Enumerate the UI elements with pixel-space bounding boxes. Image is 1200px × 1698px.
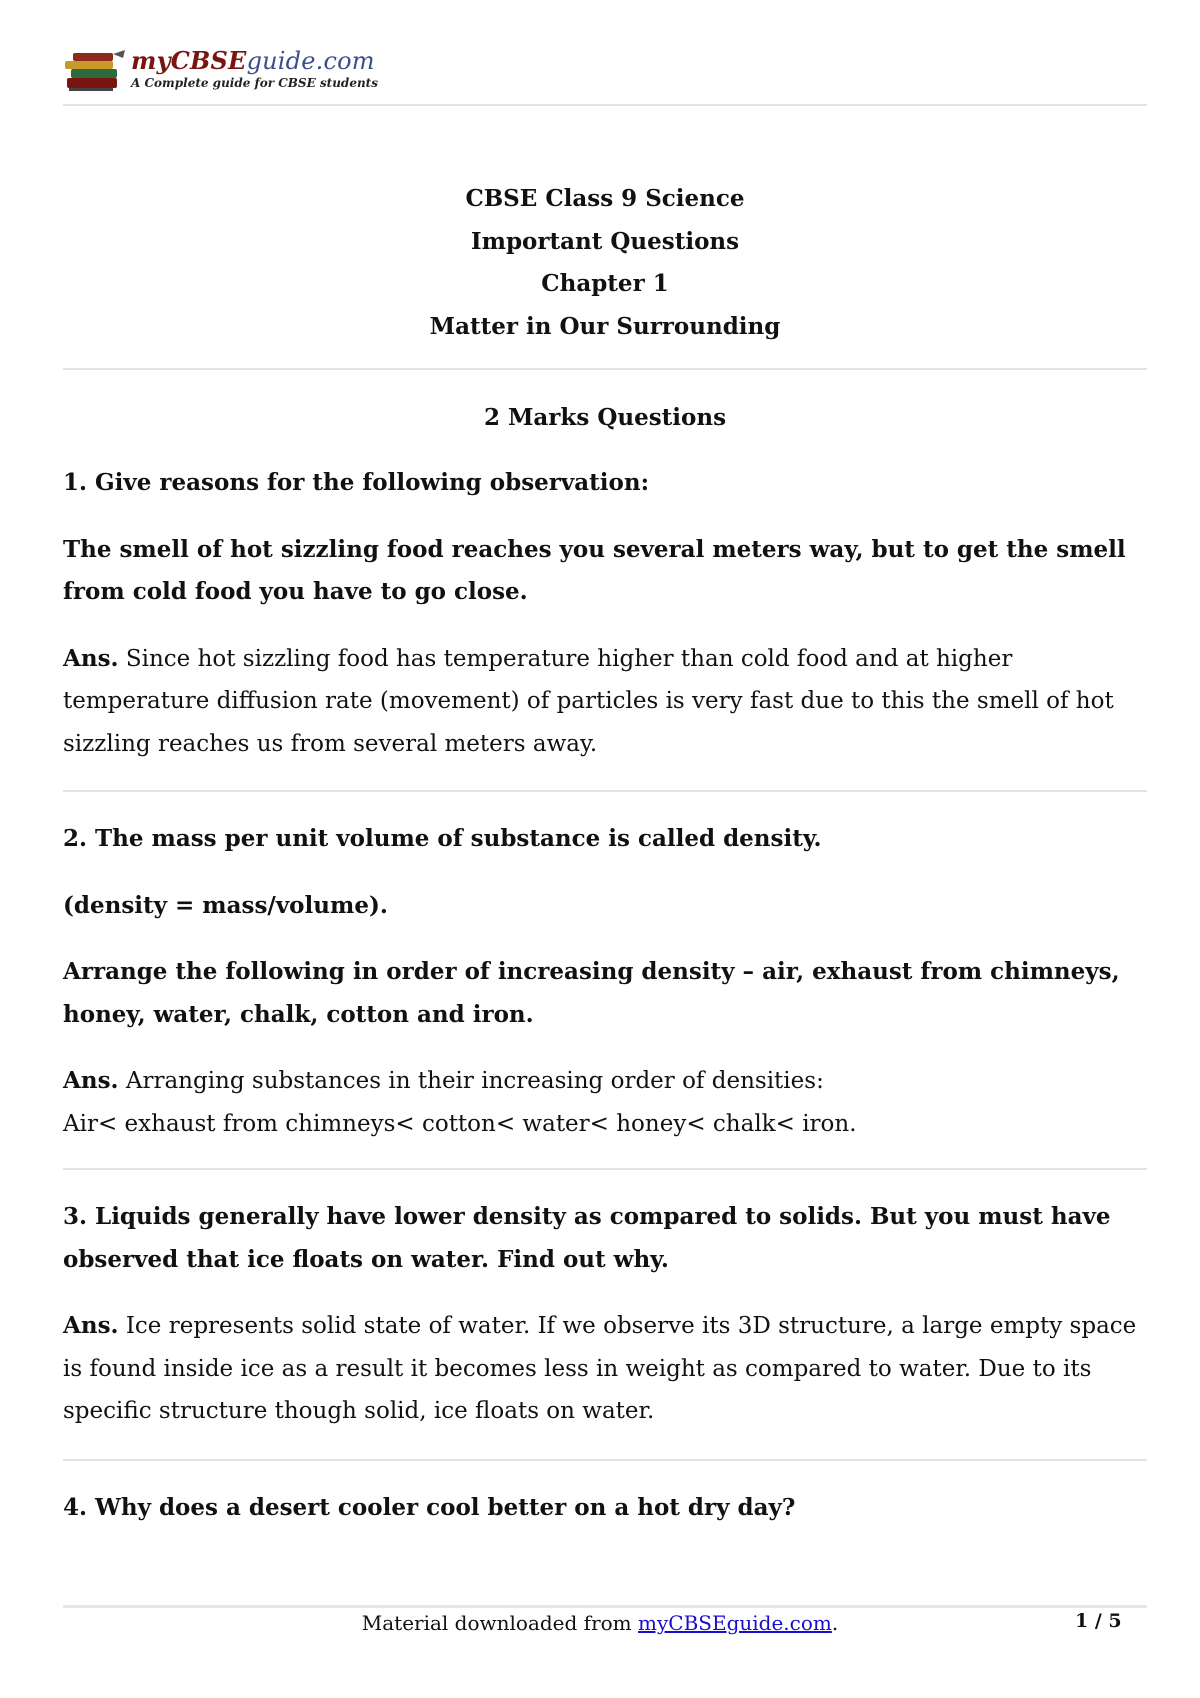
footer-suffix: . xyxy=(831,1611,839,1635)
question-block-4 xyxy=(63,1487,1153,1554)
logo-title: myCBSEguide.com xyxy=(131,46,375,75)
question-block-1 xyxy=(63,462,1153,765)
header-divider xyxy=(63,104,1147,106)
answer-label: Ans. xyxy=(63,1312,119,1339)
title-line-2: Important Questions xyxy=(470,227,740,255)
answer-2 xyxy=(63,1060,1153,1145)
logo-text xyxy=(131,46,378,90)
question-divider-2 xyxy=(63,1168,1147,1170)
page-number: 1 / 5 xyxy=(1075,1610,1122,1632)
books-logo-icon xyxy=(63,48,127,94)
site-header xyxy=(63,46,1147,104)
document-title xyxy=(63,178,1147,348)
answer-1-text: Since hot sizzling food has temperature higher than cold food and at higher temperature diffusion rate (movement) of particles is very fast due to this the smell of hot sizzling reaches us from several meters away. xyxy=(63,645,1114,757)
answer-3 xyxy=(63,1305,1153,1433)
answer-2-order: Air< exhaust from chimneys< cotton< water< honey< chalk< iron. xyxy=(63,1110,857,1137)
question-4-text: 4. Why does a desert cooler cool better on a hot dry day? xyxy=(63,1494,796,1521)
title-divider xyxy=(63,368,1147,370)
question-1-title: 1. Give reasons for the following observation: xyxy=(63,469,650,496)
question-divider-1 xyxy=(63,790,1147,792)
title-line-4: Matter in Our Surrounding xyxy=(429,312,781,340)
question-3-text: 3. Liquids generally have lower density as compared to solids. But you must have observed that ice floats on water. Find out why. xyxy=(63,1203,1111,1273)
answer-2-text: Arranging substances in their increasing order of densities: xyxy=(125,1068,824,1094)
title-line-1: CBSE Class 9 Science xyxy=(465,185,745,212)
question-2-formula: (density = mass/volume). xyxy=(63,891,388,919)
question-divider-3 xyxy=(63,1459,1147,1461)
answer-3-text: Ice represents solid state of water. If we observe its 3D structure, a large empty space is found inside ice as a result it becomes less in weight as compared to water. Due to its specific structure though solid, ice floats on water. xyxy=(63,1313,1137,1424)
section-heading: 2 Marks Questions xyxy=(483,404,727,431)
page-footer xyxy=(0,1606,1200,1640)
logo-tagline: A Complete guide for CBSE students xyxy=(131,76,378,90)
title-line-3: Chapter 1 xyxy=(541,270,669,297)
question-block-3 xyxy=(63,1196,1153,1433)
question-block-2 xyxy=(63,818,1153,1145)
answer-label: Ans. xyxy=(63,1067,119,1094)
footer-prefix: Material downloaded from xyxy=(361,1611,639,1635)
question-2-title: 2. The mass per unit volume of substance is called density. xyxy=(63,825,822,852)
answer-label: Ans. xyxy=(63,644,119,672)
question-2-text: Arrange the following in order of increasing density – air, exhaust from chimneys, honey, water, chalk, cotton and iron. xyxy=(63,958,1120,1028)
footer-link[interactable]: myCBSEguide.com xyxy=(638,1611,832,1635)
answer-1 xyxy=(63,638,1153,766)
question-1-text: The smell of hot sizzling food reaches you several meters way, but to get the smell from cold food you have to go close. xyxy=(63,535,1126,605)
